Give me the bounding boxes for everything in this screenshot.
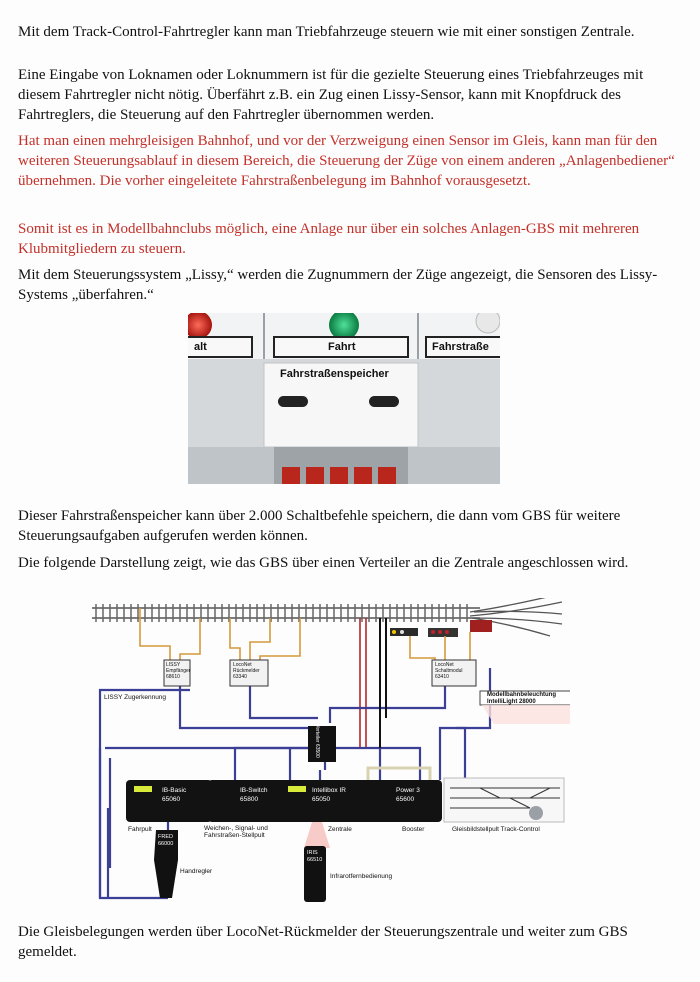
fahrstrassenspeicher-photo [188, 313, 500, 484]
ib-basic-number: 65060 [162, 796, 181, 803]
lissy-module-number: 68610 [166, 674, 180, 680]
paragraph-lissy-takeover: Eine Eingabe von Loknamen oder Loknummern ist für die gezielte Steuerung eines Triebfahrzeuges mit diesem Fahrtregler nicht nötig. Überfährt z.B. ein Zug einen Lissy-Sensor, kann mit Knopfdruck des Fahrtreglers, die Steuerung auf den Fahrtregler übernommen werden. [18, 67, 644, 123]
paragraph-route-memory: Dieser Fahrstraßenspeicher kann über 2.000 Schaltbefehle speichern, die dann vom GBS für weitere Steuerungsaufgaben aufgerufen werden können. [18, 508, 621, 544]
fred-caption: Handregler [180, 868, 213, 875]
ib-basic-name: IB-Basic [162, 787, 187, 794]
lissy-module-name: LISSY [166, 662, 181, 668]
loconet-rm-number: 63340 [233, 674, 247, 680]
loconet-sm-number: 63410 [435, 674, 449, 680]
gbs-caption: Gleisbildstellpult Track-Control [452, 826, 540, 833]
iris-label [307, 850, 322, 864]
paragraph-lissy-system: Mit dem Steuerungssystem „Lissy,“ werden die Zugnummern der Züge angezeigt, die Sensoren des Lissy-Systems „überfahren.“ [18, 267, 658, 303]
weichen-caption-line2: Fahrstraßen-Stellpult [204, 832, 265, 839]
ib-switch-number: 65800 [240, 796, 259, 803]
loconet-rm-label [233, 662, 260, 680]
track-rails [92, 598, 562, 636]
loconet-rm-name: LocoNet [233, 662, 252, 668]
weichen-caption-line1: Weichen-, Signal- und [204, 825, 268, 832]
power-name: Power 3 [396, 787, 420, 794]
paragraph-club-operation: Somit ist es in Modellbahnclubs möglich, eine Anlage nur über ein solches Anlagen-GBS mit mehreren Klubmitgliedern zu steuern. [18, 221, 640, 257]
intellilight-name: Modellbahnbeleuchtung [487, 692, 556, 698]
photo-label-fahrt: Fahrt [328, 341, 356, 353]
ib-switch-name: IB-Switch [240, 787, 268, 794]
fred-name: FRED [158, 834, 173, 840]
lissy-module-label [166, 662, 190, 680]
weichen-caption [204, 825, 268, 839]
photo-label-alt: alt [194, 341, 207, 353]
panel-photo-illustration [188, 313, 500, 484]
fred-number: 66000 [158, 841, 174, 847]
photo-label-fahrstrasse: Fahrstraße [432, 341, 489, 353]
power-label [396, 786, 420, 804]
iris-name: IRIS [307, 850, 318, 856]
loconet-sm-label [435, 662, 463, 680]
ib-switch-label [240, 786, 267, 804]
iris-number: 66510 [307, 857, 323, 863]
verteiler-label: Verteiler 63500 [313, 724, 320, 758]
zentrale-caption: Zentrale [328, 826, 352, 833]
intellibox-number: 65050 [312, 796, 331, 803]
paragraph-intro: Mit dem Track-Control-Fahrtregler kann man Triebfahrzeuge steuern wie mit einer sonstigen Zentrale. [18, 24, 635, 40]
fahrpult-caption: Fahrpult [128, 826, 152, 833]
lissy-module-type: Empfänger [166, 668, 191, 674]
loconet-rm-type: Rückmelder [233, 668, 260, 674]
wiring-diagram [90, 598, 570, 910]
intellilight-label [487, 692, 556, 705]
loconet-sm-type: Schaltmodul [435, 668, 463, 674]
intellibox-label [312, 786, 346, 804]
fred-label [158, 834, 173, 848]
paragraph-occupancy: Die Gleisbelegungen werden über LocoNet-Rückmelder der Steuerungszentrale und weiter zum GBS gemeldet. [18, 924, 628, 960]
intellilight-number: IntelliLight 28000 [487, 698, 536, 705]
wiring-diagram-lines [90, 598, 570, 910]
ib-basic-label [162, 786, 186, 804]
booster-caption: Booster [402, 826, 425, 833]
intellibox-name: Intellibox IR [312, 787, 346, 794]
paragraph-station-control: Hat man einen mehrgleisigen Bahnhof, und vor der Verzweigung einen Sensor im Gleis, kann man für den weiteren Steuerungsablauf in diesem Bereich, die Steuerung der Züge von einem anderen „Anlagenbediener“ übernehmen. Die vorher eingeleitete Fahrstraßenbelegung im Bahnhof vorausgesetzt. [18, 133, 675, 189]
lissy-caption: LISSY Zugerkennung [104, 694, 167, 701]
iris-caption: Infrarotfernbedienung [330, 873, 393, 880]
loconet-sm-name: LocoNet [435, 662, 454, 668]
photo-panel-label: Fahrstraßenspeicher [280, 368, 389, 380]
paragraph-diagram-intro: Die folgende Darstellung zeigt, wie das GBS über einen Verteiler an die Zentrale angeschlossen wird. [18, 555, 629, 571]
power-number: 65600 [396, 796, 415, 803]
